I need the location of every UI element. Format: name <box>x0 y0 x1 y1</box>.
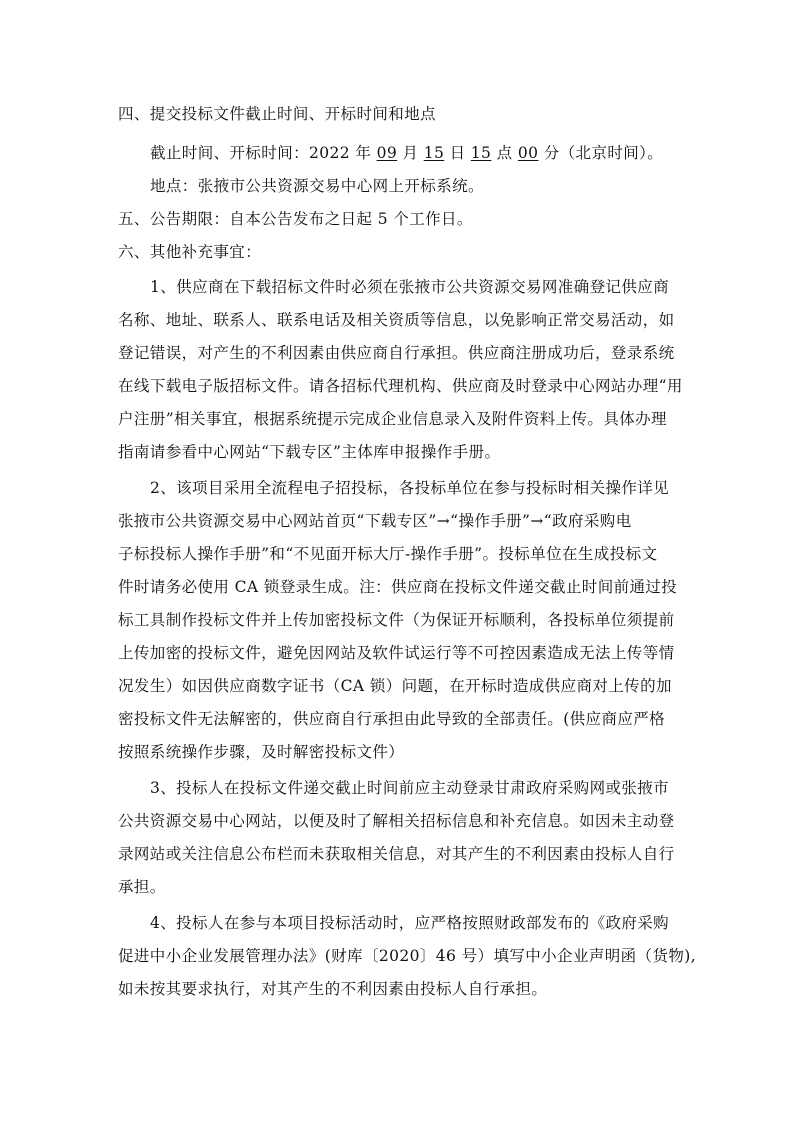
deadline-hour: 15 <box>470 144 492 162</box>
paragraph-1-line: 在线下载电子版招标文件。请各招标代理机构、供应商及时登录中心网站办理“用 <box>118 377 683 395</box>
location-line: 地点：张掖市公共资源交易中心网上开标系统。 <box>150 177 484 195</box>
paragraph-3-line: 3、投标人在投标文件递交截止时间前应主动登录甘肃政府采购网或张掖市 <box>150 779 670 797</box>
deadline-prefix: 截止时间、开标时间：2022 年 <box>150 144 372 162</box>
paragraph-4-line: 4、投标人在参与本项目投标活动时，应严格按照财政部发布的《政府采购 <box>150 914 670 932</box>
paragraph-4-line: 促进中小企业发展管理办法》(财库〔2020〕46 号）填写中小企业声明函（货物), <box>118 947 697 965</box>
paragraph-3-line: 公共资源交易中心网站，以便及时了解相关招标信息和补充信息。如因未主动登 <box>118 812 675 830</box>
deadline-day: 15 <box>423 144 445 162</box>
deadline-month-unit: 月 <box>402 144 419 162</box>
paragraph-2-line: 2、该项目采用全流程电子招投标，各投标单位在参与投标时相关操作详见 <box>150 479 670 497</box>
deadline-minute: 00 <box>517 144 539 162</box>
paragraph-2-line: 密投标文件无法解密的，供应商自行承担由此导致的全部责任。(供应商应严格 <box>118 710 666 728</box>
paragraph-2-line: 上传加密的投标文件，避免因网站及软件试运行等不可控因素造成无法上传等情 <box>118 644 675 662</box>
paragraph-2-line: 按照系统操作步骤，及时解密投标文件） <box>118 743 405 761</box>
paragraph-1-line: 1、供应商在下载招标文件时必须在张掖市公共资源交易网准确登记供应商 <box>150 278 670 296</box>
paragraph-2-line: 况发生）如因供应商数字证书（CA 锁）问题，在开标时造成供应商对上传的加 <box>118 677 672 695</box>
section-4-heading: 四、提交投标文件截止时间、开标时间和地点 <box>118 105 437 123</box>
deadline-day-unit: 日 <box>449 144 466 162</box>
section-6-heading: 六、其他补充事宜： <box>118 243 262 261</box>
section-5-heading: 五、公告期限：自本公告发布之日起 5 个工作日。 <box>118 210 473 228</box>
deadline-hour-unit: 点 <box>496 144 513 162</box>
paragraph-4-line: 如未按其要求执行，对其产生的不利因素由投标人自行承担。 <box>118 980 548 998</box>
deadline-line <box>150 143 663 163</box>
paragraph-2-line: 标工具制作投标文件并上传加密投标文件（为保证开标顺利，各投标单位须提前 <box>118 611 675 629</box>
paragraph-3-line: 录网站或关注信息公布栏而未获取相关信息，对其产生的不利因素由投标人自行 <box>118 845 675 863</box>
paragraph-1-line: 指南请参看中心网站“下载专区”主体库申报操作手册。 <box>118 443 501 461</box>
paragraph-1-line: 登记错误，对产生的不利因素由供应商自行承担。供应商注册成功后，登录系统 <box>118 344 675 362</box>
paragraph-2-line: 张掖市公共资源交易中心网站首页“下载专区”→“操作手册”→“政府采购电 <box>118 512 632 530</box>
paragraph-1-line: 名称、地址、联系人、联系电话及相关资质等信息，以免影响正常交易活动，如 <box>118 311 675 329</box>
paragraph-3-line: 承担。 <box>118 878 166 896</box>
deadline-minute-unit: 分（北京时间）。 <box>543 144 664 162</box>
paragraph-1-line: 户注册”相关事宜，根据系统提示完成企业信息录入及附件资料上传。具体办理 <box>118 410 667 428</box>
deadline-month: 09 <box>376 144 398 162</box>
paragraph-2-line: 件时请务必使用 CA 锁登录生成。注：供应商在投标文件递交截止时间前通过投 <box>118 578 678 596</box>
paragraph-2-line: 子标投标人操作手册”和“不见面开标大厅-操作手册”。投标单位在生成投标文 <box>118 545 658 563</box>
